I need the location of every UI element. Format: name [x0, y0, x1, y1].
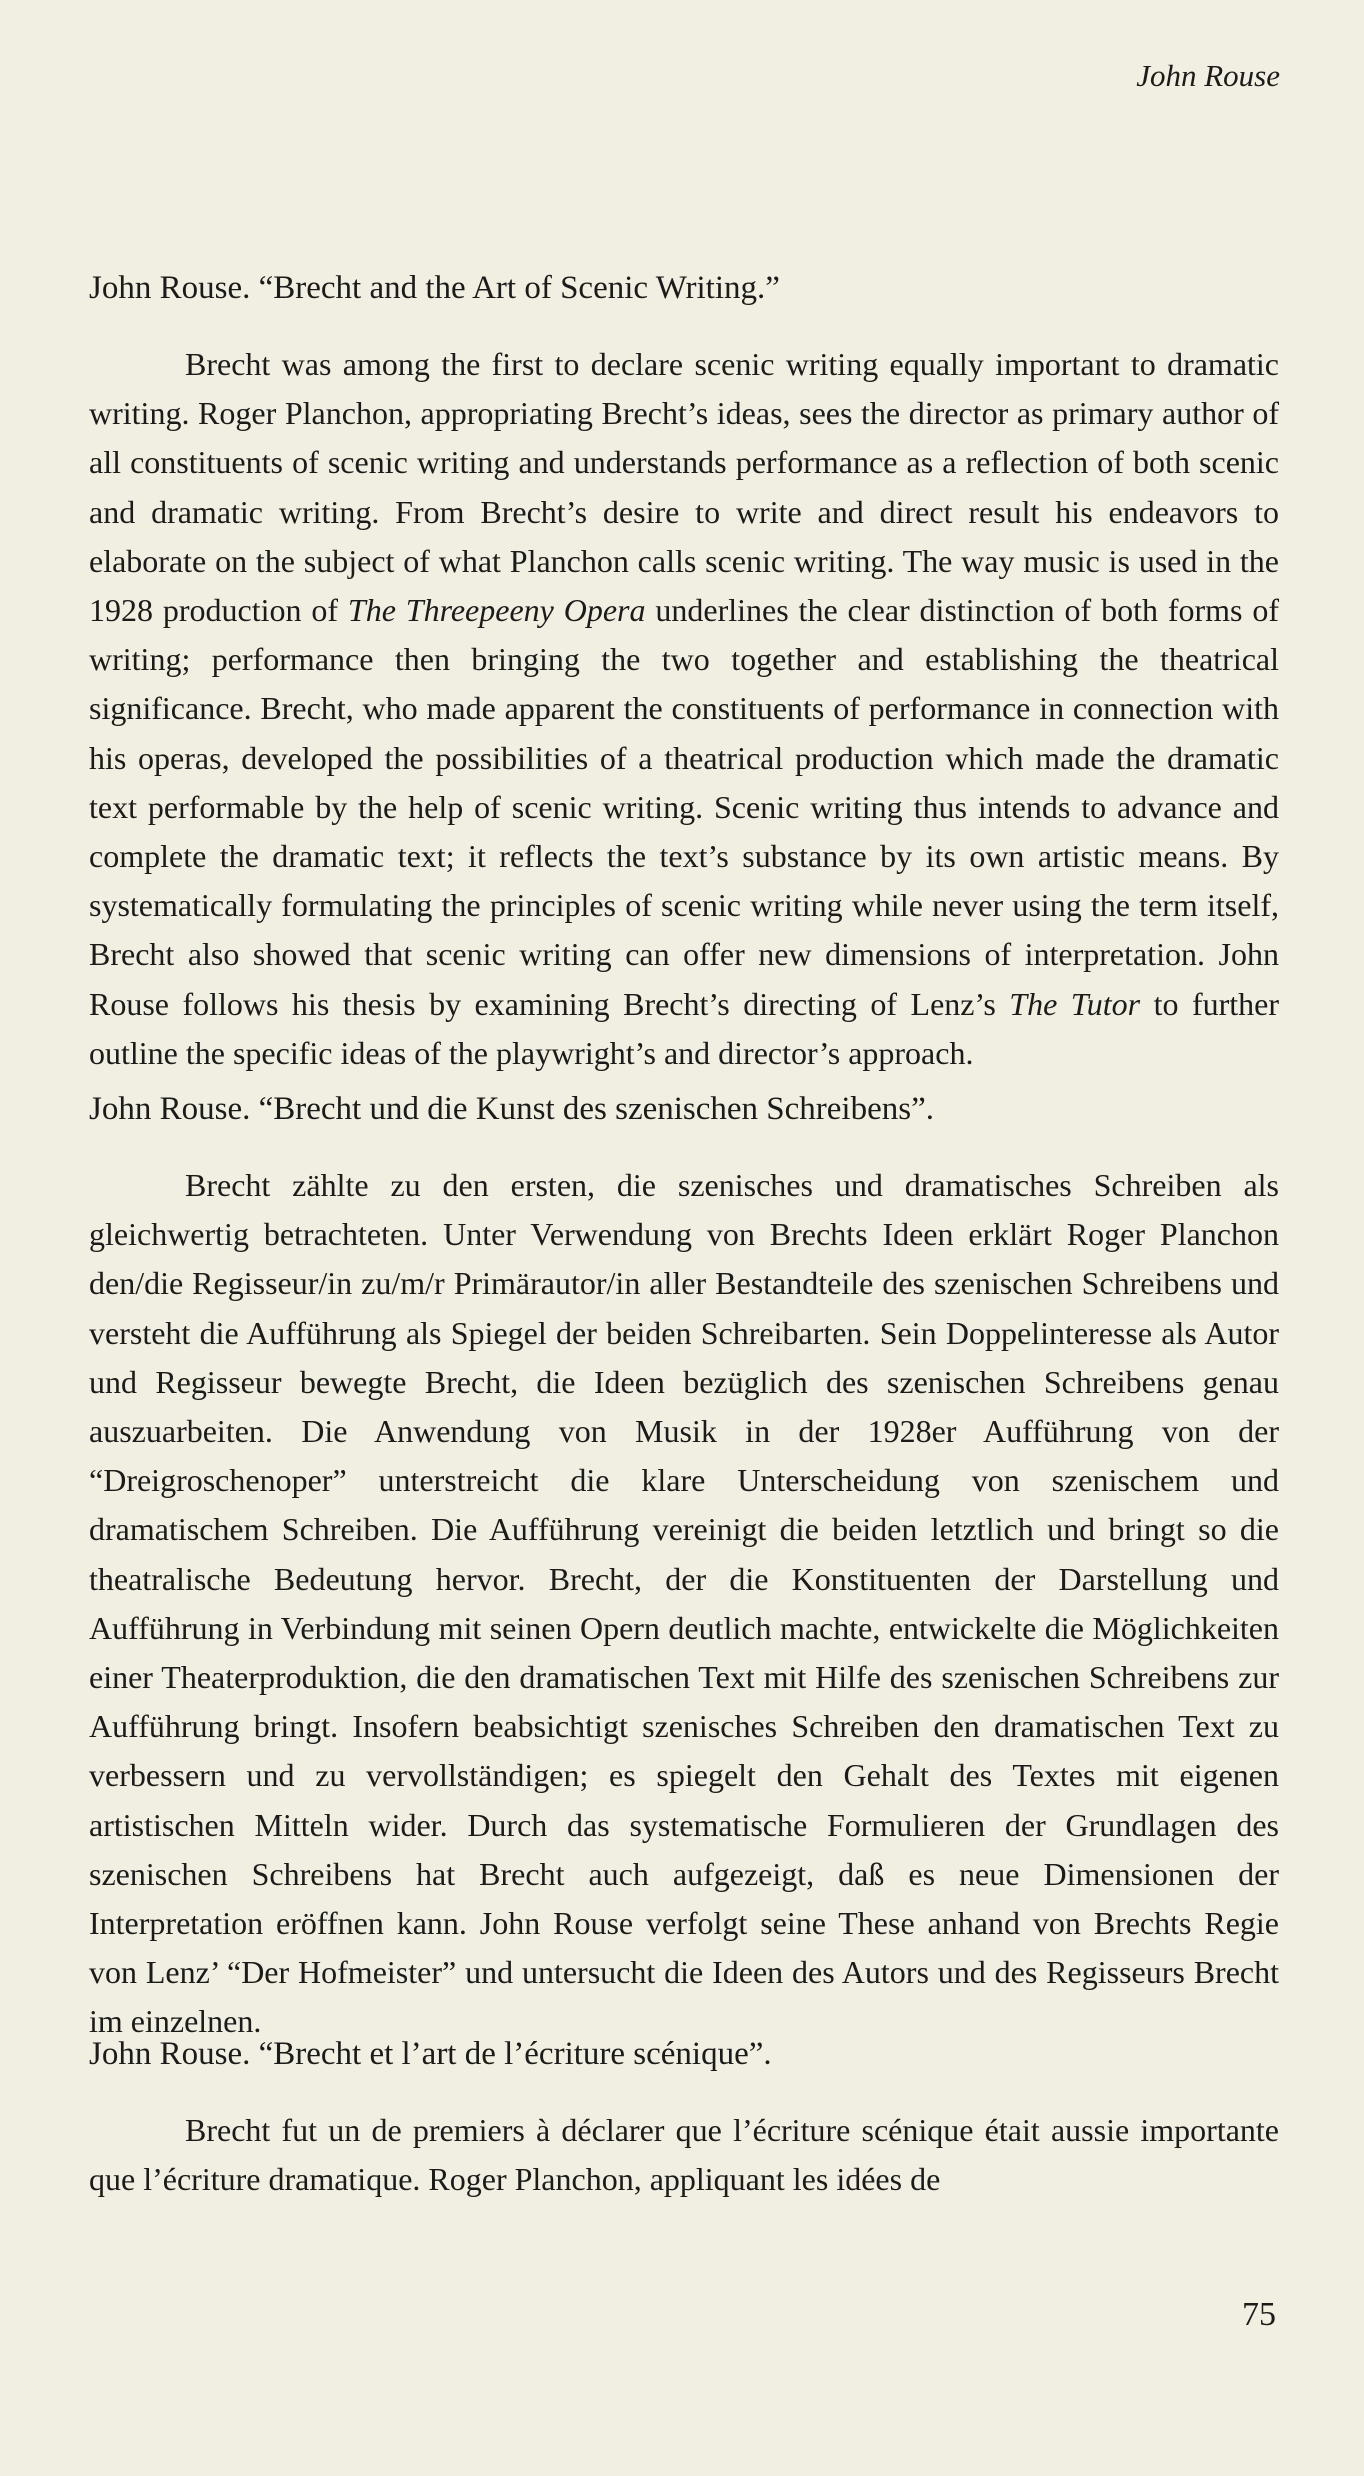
- section-heading-english: John Rouse. “Brecht and the Art of Scenic Writing.”: [89, 270, 780, 306]
- page-number: 75: [1242, 2296, 1276, 2333]
- section-body-german: Brecht zählte zu den ersten, die szenisches und dramatisches Schreiben als gleichwertig betrachteten. Unter Verwendung von Brechts Ideen erklärt Roger Planchon den/die Regisseur/in zu/m/r Primärautor/in aller Bestandteile des szenischen Schreibens und versteht die Aufführung als Spiegel der beiden Schreibarten. Sein Doppelinteresse als Autor und Regisseur bewegte Brecht, die Ideen bezüglich des szenischen Schreibens genau auszuarbeiten. Die Anwendung von Musik in der 1928er Aufführung von der “Dreigroschenoper” unterstreicht die klare Unterscheidung von szenischem und dramatischem Schreiben. Die Aufführung vereinigt die beiden letztlich und bringt so die theatralische Bedeutung hervor. Brecht, der die Konstituenten der Darstellung und Aufführung in Verbindung mit seinen Opern deutlich machte, entwickelte die Möglichkeiten einer Theaterproduktion, die den dramatischen Text mit Hilfe des szenischen Schreibens zur Aufführung bringt. Insofern beabsichtigt szenisches Schreiben den dramatischen Text zu verbessern und zu vervollständigen; es spiegelt den Gehalt des Textes mit eigenen artistischen Mitteln wider. Durch das systematische Formulieren der Grundlagen des szenischen Schreibens hat Brecht auch aufgezeigt, daß es neue Dimensionen der Interpretation eröffnen kann. John Rouse verfolgt seine These anhand von Brechts Regie von Lenz’ “Der Hofmeister” und untersucht die Ideen des Autors und des Regisseurs Brecht im einzelnen.: [89, 1167, 1279, 2040]
- section-body-english: Brecht was among the first to declare scenic writing equally important to dramatic writing. Roger Planchon, appropriating Brecht’s ideas, sees the director as primary author of all constituents of scenic writing and understands performance as a reflection of both scenic and dramatic writing. From Brecht’s desire to write and direct result his endeavors to elaborate on the subject of what Planchon calls scenic writing. The way music is used in the 1928 production of The Threepeeny Opera underlines the clear distinction of both forms of writing; performance then bringing the two together and establishing the theatrical significance. Brecht, who made apparent the constituents of performance in connection with his operas, developed the possibilities of a theatrical production which made the dramatic text performable by the help of scenic writing. Scenic writing thus intends to advance and complete the dramatic text; it reflects the text’s substance by its own artistic means. By systematically formulating the principles of scenic writing while never using the term itself, Brecht also showed that scenic writing can offer new dimensions of interpretation. John Rouse follows his thesis by examining Brecht’s directing of Lenz’s The Tutor to further outline the specific ideas of the playwright’s and director’s approach.: [89, 346, 1280, 1071]
- title-the-tutor: The Tutor: [1009, 985, 1141, 1022]
- section-german: [89, 1085, 1279, 2047]
- running-head: John Rouse: [1136, 58, 1280, 93]
- section-french: [89, 2030, 1279, 2204]
- section-english: [89, 264, 1279, 1078]
- title-threepenny-opera: The Threepeeny Opera: [347, 592, 646, 629]
- section-body-french: Brecht fut un de premiers à déclarer que l’écriture scénique était aussie importante que l’écriture dramatique. Roger Planchon, appliquant les idées de: [89, 2112, 1279, 2198]
- section-heading-german: John Rouse. “Brecht und die Kunst des szenischen Schreibens”.: [89, 1091, 934, 1127]
- section-heading-french: John Rouse. “Brecht et l’art de l’écriture scénique”.: [89, 2036, 772, 2072]
